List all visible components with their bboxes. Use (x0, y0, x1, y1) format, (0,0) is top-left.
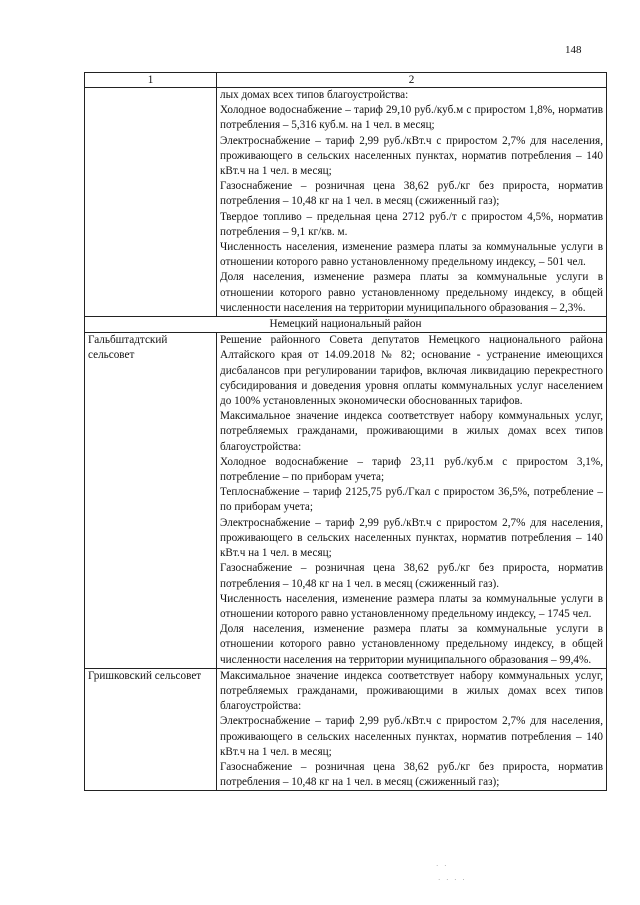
paragraph: Холодное водоснабжение – тариф 23,11 руб./куб.м с приростом 3,1%, потребление – по приборам учета; (220, 455, 603, 484)
paragraph: Твердое топливо – предельная цена 2712 руб./т с приростом 4,5%, норматив потребления – 9,1 кг/кв. м. (220, 210, 603, 238)
scan-artifact: · · (436, 862, 449, 870)
table-row-continued (85, 88, 607, 317)
paragraph: Газоснабжение – розничная цена 38,62 руб./кг без прироста, норматив потребления – 10,48 кг на 1 чел. в месяц (сжиженный газ). (220, 562, 603, 590)
paragraph: Электроснабжение – тариф 2,99 руб./кВт.ч с приростом 2,7% для населения, проживающего в сельских населенных пунктах, норматив потребления – 140 кВт.ч на 1 чел. в месяц; (220, 516, 603, 560)
content-cell (217, 668, 607, 791)
paragraph: Максимальное значение индекса соответствует набору коммунальных услуг, потребляемых гражданами, проживающими в жилых домах всех типов благоустройства: (220, 410, 603, 453)
paragraph: Максимальное значение индекса соответствует набору коммунальных услуг, потребляемых гражданами, проживающими в жилых домах всех типов благоустройства: (220, 669, 603, 713)
paragraph: Численность населения, изменение размера платы за коммунальные услуги в отношении которого равно установленному предельному индексу, – 1745 чел. (220, 592, 603, 620)
settlement-name: Гришковский сельсовет (85, 668, 217, 791)
paragraph: Газоснабжение – розничная цена 38,62 руб./кг без прироста, норматив потребления – 10,48 кг на 1 чел. в месяц (сжиженный газ); (220, 180, 603, 208)
paragraph: Численность населения, изменение размера платы за коммунальные услуги в отношении которого равно установленному предельному индексу, – 501 чел. (220, 241, 603, 269)
scan-artifact: · · · · (438, 876, 467, 884)
content-cell (217, 333, 607, 668)
paragraph: Доля населения, изменение размера платы за коммунальные услуги в отношении которого равно установленному предельному индексу, в общей численности населения на территории муниципального образования – 2,3%. (220, 271, 603, 314)
page-number: 148 (565, 44, 582, 56)
name-cell-empty (85, 88, 217, 317)
paragraph: Холодное водоснабжение – тариф 29,10 руб./куб.м с приростом 1,8%, норматив потребления – 5,316 куб.м. на 1 чел. в месяц; (220, 104, 603, 132)
table-row (85, 333, 607, 668)
paragraph: Газоснабжение – розничная цена 38,62 руб./кг без прироста, норматив потребления – 10,48 кг на 1 чел. в месяц (сжиженный газ); (220, 760, 603, 789)
column-header-1: 1 (85, 73, 217, 88)
paragraph: Доля населения, изменение размера платы за коммунальные услуги в отношении которого равно установленному предельному индексу, в общей численности населения на территории муниципального образования – 99,4%. (220, 623, 603, 666)
paragraph: Теплоснабжение – тариф 2125,75 руб./Гкал с приростом 36,5%, потребление – по приборам учета; (220, 486, 603, 514)
column-header-2: 2 (217, 73, 607, 88)
paragraph: лых домах всех типов благоустройства: (220, 89, 409, 101)
table-row (85, 668, 607, 791)
section-title: Немецкий национальный район (85, 317, 607, 333)
paragraph: Электроснабжение – тариф 2,99 руб./кВт.ч с приростом 2,7% для населения, проживающего в сельских населенных пунктах, норматив потребления – 140 кВт.ч на 1 чел. в месяц; (220, 715, 603, 758)
paragraph: Электроснабжение – тариф 2,99 руб./кВт.ч с приростом 2,7% для населения, проживающего в сельских населенных пунктах, норматив потребления – 140 кВт.ч на 1 чел. в месяц; (220, 134, 603, 178)
tariff-table (84, 72, 607, 791)
section-row (85, 317, 607, 333)
settlement-name: Гальбштадтский сельсовет (85, 333, 217, 668)
content-cell-continued (217, 88, 607, 317)
table-header-row (85, 73, 607, 88)
paragraph: Решение районного Совета депутатов Немецкого национального района Алтайского края от 14.09.2018 № 82; основание - устранение имеющихся дисбалансов при регулировании тарифов, включая ликвидацию перекрестного субсидирования и доведения уровня оплаты коммунальных услуг населением до 100% установленных экономически обоснованных тарифов. (220, 334, 603, 408)
